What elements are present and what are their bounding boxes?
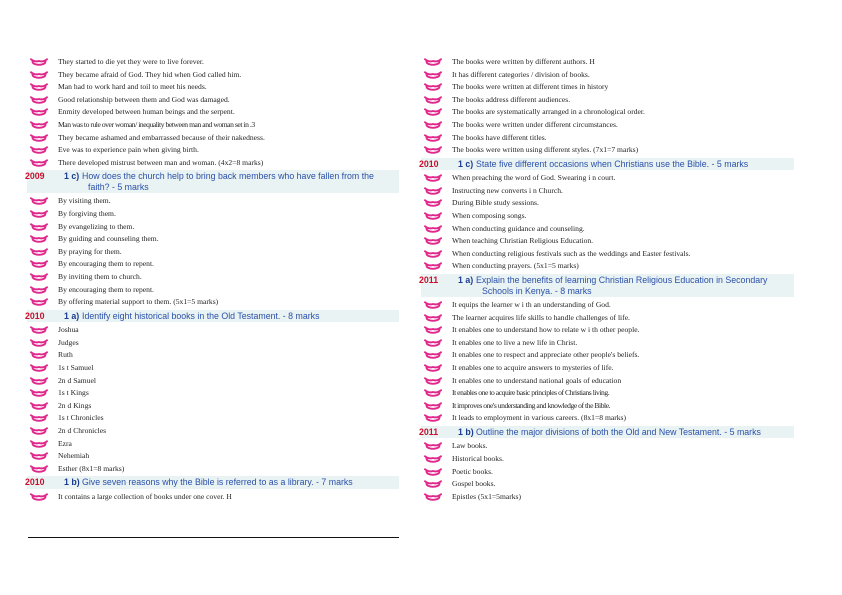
answer-item [421,94,794,107]
answer-item [421,312,794,325]
answer-item [421,260,794,273]
answer-item [421,299,794,312]
answer-text: Man had to work hard and toil to meet his needs. [58,82,207,92]
answer-text: By praying for them. [58,246,122,256]
answer-text: 2n d Chronicles [58,425,107,435]
answer-item [421,223,794,236]
answer-text: By encouraging them to repent. [58,284,154,294]
question-text: Explain the benefits of learning Christian Religious Education in Secondary Schools in Kenya. - 8 marks [476,275,768,296]
answer-item [421,362,794,375]
bullet-icon [30,273,48,282]
answer-text: When conducting prayers. (5x1=5 marks) [452,261,579,271]
answer-text: By forgiving them. [58,208,116,218]
bullet-icon [30,83,48,92]
answer-item [421,248,794,261]
question-year: 2010 [25,310,45,321]
answer-text: By guiding and counseling them. [58,234,159,244]
bullet-icon [30,402,48,411]
bullet-icon [30,210,48,219]
left-column [27,56,399,503]
question-text: How does the church help to bring back members who have fallen from the faith? - 5 marks [82,171,374,192]
bullet-icon [30,465,48,474]
bullet-icon [30,326,48,335]
bullet-icon [424,146,442,155]
answer-item [421,185,794,198]
answer-text: It improves one's understanding and knowledge of the Bible. [452,400,611,410]
bullet-icon [30,71,48,80]
answer-text: By offering material support to them. (5x1=5 marks) [58,297,219,307]
answer-item [421,106,794,119]
bullet-icon [30,96,48,105]
answer-text: Esther (8x1=8 marks) [58,463,125,473]
question-header [421,426,794,439]
answer-item [421,132,794,145]
answer-item [421,466,794,479]
answer-text: When teaching Christian Religious Education. [452,236,594,246]
answer-item [421,412,794,425]
bullet-icon [30,389,48,398]
bullet-icon [424,71,442,80]
bullet-icon [424,468,442,477]
bullet-icon [424,83,442,92]
answer-text: Good relationship between them and God was damaged. [58,94,230,104]
answer-text: 2n d Kings [58,400,92,410]
answer-item [421,81,794,94]
answer-item [27,324,399,337]
question-header [421,158,794,171]
answer-text: It enables one to acquire answers to mysteries of life. [452,362,614,372]
answer-text: The books address different audiences. [452,94,571,104]
bullet-icon [424,108,442,117]
answer-item [421,387,794,400]
answer-item [421,349,794,362]
answer-item [421,144,794,157]
answer-text: 1s t Samuel [58,362,94,372]
answer-text: The books were written under different circumstances. [452,119,618,129]
answer-item [27,387,399,400]
answer-text: When conducting guidance and counseling. [452,223,585,233]
answer-text: It has different categories / division of books. [452,69,590,79]
bullet-icon [30,286,48,295]
bullet-icon [30,159,48,168]
answer-item [421,197,794,210]
answer-text: There developed mistrust between man and woman. (4x2=8 marks) [58,157,264,167]
answer-text: Historical books. [452,454,504,464]
question-year: 2011 [419,275,439,285]
answer-text: Gospel books. [452,479,496,489]
bullet-icon [424,402,442,411]
answer-item [27,450,399,463]
bullet-icon [424,187,442,196]
answer-text: Instructing new converts i n Church. [452,185,563,195]
bullet-icon [424,455,442,464]
bullet-icon [424,250,442,259]
answer-text: By evangelizing to them. [58,221,135,231]
answer-text: Eve was to experience pain when giving birth. [58,145,199,155]
answer-text: 2n d Samuel [58,375,96,385]
bullet-icon [30,121,48,130]
answer-item [421,210,794,223]
answer-item [27,56,399,69]
answer-text: They became ashamed and embarrassed because of their nakedness. [58,132,265,142]
question-text: State five different occasions when Christians use the Bible. - 5 marks [476,158,749,169]
answer-item [27,400,399,413]
question-header [421,274,794,297]
bullet-icon [424,262,442,271]
answer-text: The books have different titles. [452,132,547,142]
answer-text: Poetic books. [452,466,493,476]
question-number: 1 a) [458,275,474,285]
answer-text: By inviting them to church. [58,271,142,281]
bullet-icon [30,364,48,373]
bullet-icon [424,493,442,502]
answer-item [421,400,794,413]
answer-item [27,233,399,246]
question-year: 2009 [25,171,45,182]
answer-item [27,296,399,309]
answer-item [27,246,399,259]
answer-text: It enables one to understand how to relate w i th other people. [452,325,640,335]
right-column [421,56,794,503]
question-text: Give seven reasons why the Bible is referred to as a library. - 7 marks [82,477,353,488]
bullet-icon [30,298,48,307]
answer-item [27,69,399,82]
bullet-icon [424,301,442,310]
answer-item [421,56,794,69]
answer-item [27,221,399,234]
answer-item [421,491,794,504]
answer-item [27,208,399,221]
answer-item [27,362,399,375]
answer-item [27,132,399,145]
bullet-icon [30,235,48,244]
answer-text: Ruth [58,350,73,360]
bullet-icon [30,339,48,348]
answer-text: It enables one to live a new life in Christ. [452,337,578,347]
answer-text: It enables one to understand national goals of education [452,375,622,385]
answer-item [27,195,399,208]
bullet-icon [30,493,48,502]
question-text: Identify eight historical books in the Old Testament. - 8 marks [82,310,320,321]
question-number: 1 b) [64,477,80,488]
question-number: 1 c) [458,158,474,169]
bullet-icon [424,314,442,323]
answer-item [421,235,794,248]
bullet-icon [424,364,442,373]
answer-text: Ezra [58,438,72,448]
answer-item [27,425,399,438]
answer-item [421,478,794,491]
answer-item [27,157,399,170]
bullet-icon [30,377,48,386]
bullet-icon [30,351,48,360]
answer-text: By visiting them. [58,196,111,206]
answer-text: Epistles (5x1=5marks) [452,491,522,501]
answer-text: Nehemiah [58,451,90,461]
answer-text: Judges [58,337,79,347]
question-year: 2011 [419,426,439,437]
bullet-icon [424,174,442,183]
bullet-icon [424,377,442,386]
answer-item [421,172,794,185]
answer-text: The learner acquires life skills to handle challenges of life. [452,312,630,322]
bullet-icon [424,58,442,67]
question-year: 2010 [25,477,45,488]
question-header [27,310,399,323]
bullet-icon [424,414,442,423]
bullet-icon [30,414,48,423]
answer-text: It enables one to acquire basic principles of Christians living. [452,388,610,398]
answer-item [27,119,399,132]
answer-text: The books were written at different times in history [452,82,609,92]
answer-item [421,375,794,388]
bullet-icon [424,480,442,489]
answer-text: It equips the learner w i th an understanding of God. [452,300,611,309]
bullet-icon [30,58,48,67]
answer-item [421,440,794,453]
answer-item [27,144,399,157]
answer-item [421,453,794,466]
bullet-icon [424,442,442,451]
bottom-rule [28,537,399,538]
answer-text: They became afraid of God. They hid when God called him. [58,69,242,79]
answer-item [27,491,399,504]
bullet-icon [30,440,48,449]
bullet-icon [424,339,442,348]
question-header [27,476,399,489]
answer-item [27,81,399,94]
answer-item [27,375,399,388]
bullet-icon [424,96,442,105]
answer-text: During Bible study sessions. [452,198,539,208]
answer-text: When preaching the word of God. Swearing i n court. [452,173,616,183]
question-text: Outline the major divisions of both the Old and New Testament. - 5 marks [476,426,761,437]
answer-item [421,337,794,350]
answer-text: It enables one to respect and appreciate other people's beliefs. [452,350,640,360]
question-number: 1 c) [64,171,80,182]
answer-text: Enmity developed between human beings and the serpent. [58,107,235,117]
answer-item [27,463,399,476]
question-number: 1 b) [458,426,474,437]
answer-item [27,271,399,284]
bullet-icon [424,212,442,221]
answer-text: The books were written using different styles. (7x1=7 marks) [452,145,639,155]
bullet-icon [30,260,48,269]
answer-item [27,94,399,107]
answer-item [421,119,794,132]
answer-text: It contains a large collection of books under one cover. H [58,491,232,501]
answer-item [421,69,794,82]
answer-item [27,349,399,362]
answer-text: When composing songs. [452,211,527,221]
bullet-icon [424,389,442,398]
bullet-icon [30,223,48,232]
answer-text: The books are systematically arranged in a chronological order. [452,107,645,117]
answer-item [421,324,794,337]
bullet-icon [30,146,48,155]
bullet-icon [424,225,442,234]
bullet-icon [424,237,442,246]
answer-text: The books were written by different authors. H [452,57,595,66]
answer-item [27,412,399,425]
answer-text: By encouraging them to repent. [58,259,154,269]
answer-item [27,284,399,297]
answer-text: It leads to employment in various careers. (8x1=8 marks) [452,413,627,423]
bullet-icon [30,134,48,143]
answer-item [27,106,399,119]
bullet-icon [30,248,48,257]
bullet-icon [30,108,48,117]
question-header [27,170,399,193]
bullet-icon [424,351,442,360]
answer-item [27,337,399,350]
question-number: 1 a) [64,310,80,321]
bullet-icon [424,326,442,335]
bullet-icon [30,452,48,461]
bullet-icon [424,134,442,143]
answer-text: Law books. [452,441,488,451]
answer-text: Man was to rule over woman/ inequality between man and woman set in .3 [58,119,255,129]
answer-text: Joshua [58,325,79,335]
question-year: 2010 [419,158,439,169]
answer-text: They started to die yet they were to live forever. [58,57,204,66]
answer-text: 1s t Chronicles [58,413,104,423]
answer-text: When conducting religious festivals such as the weddings and Easter festivals. [452,248,691,258]
bullet-icon [30,427,48,436]
bullet-icon [30,197,48,206]
answer-item [27,258,399,271]
bullet-icon [424,199,442,208]
answer-text: 1s t Kings [58,388,89,398]
bullet-icon [424,121,442,130]
answer-item [27,438,399,451]
